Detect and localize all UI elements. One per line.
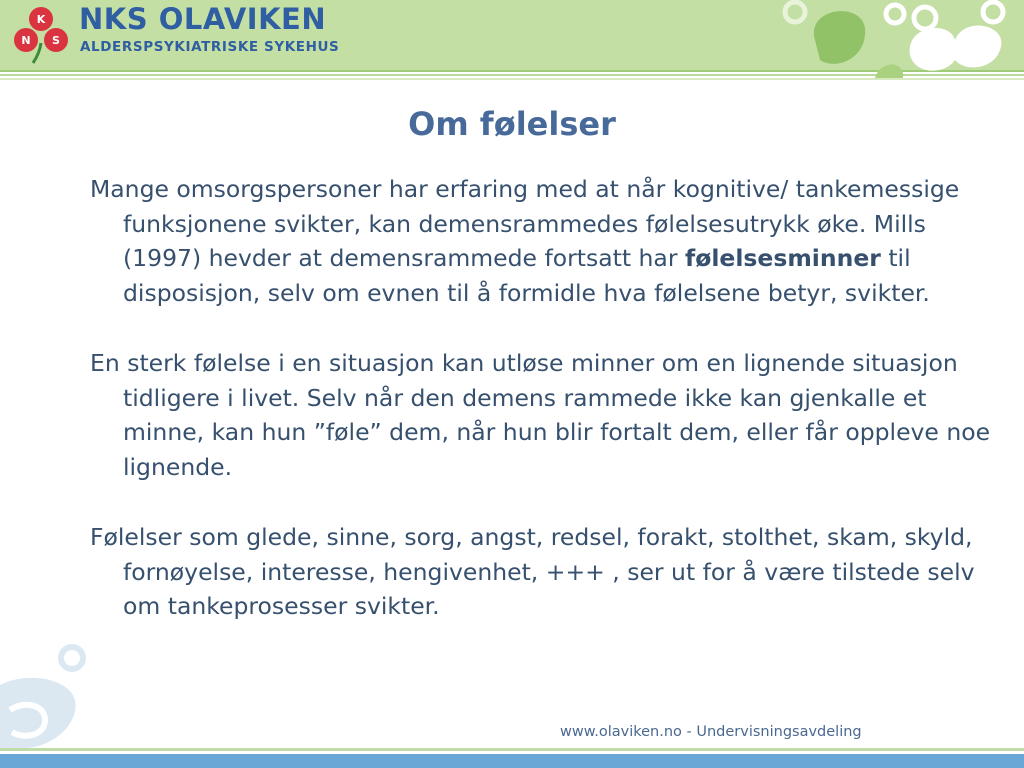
paragraph-3: Følelser som glede, sinne, sorg, angst, redsel, forakt, stolthet, skam, skyld, fornøyelse, interesse, hengivenhet, +++ , ser ut for å være tilstede selv om tankeprosesser svikter. bbox=[90, 523, 975, 620]
paragraph-2: En sterk følelse i en situasjon kan utløse minner om en lignende situasjon tidligere i livet. Selv når den demens rammede ikke kan gjenkalle et minne, kan hun ”føle” dem, når hun blir fortalt dem, eller får oppleve noe lignende. bbox=[90, 349, 991, 481]
footer-band bbox=[0, 754, 1024, 768]
logo-letter-n: N bbox=[21, 34, 31, 47]
decorative-figure-icon bbox=[0, 640, 110, 760]
slide-body bbox=[90, 172, 995, 660]
org-name: NKS OLAVIKEN bbox=[79, 2, 327, 36]
nks-logo bbox=[10, 3, 72, 65]
logo-letter-s: S bbox=[52, 34, 60, 47]
paragraph-1 bbox=[90, 172, 995, 310]
paragraph-1-before: Mange omsorgspersoner har erfaring med at når kognitive/ tankemessige funksjonene svikter, kan demensrammedes følelsesutrykk øke. Mills (1997) hevder at demensrammede fortsatt har bbox=[90, 175, 960, 272]
logo-letter-k: K bbox=[36, 13, 46, 26]
footer-line bbox=[0, 748, 1024, 751]
footer-text: www.olaviken.no - Undervisningsavdeling bbox=[560, 724, 862, 740]
org-subtitle: ALDERSPSYKIATRISKE SYKEHUS bbox=[80, 39, 340, 55]
paragraph-1-after: til disposisjon, selv om evnen til å formidle hva følelsene betyr, svikter. bbox=[123, 244, 930, 307]
slide-title: Om følelser bbox=[408, 105, 616, 143]
decorative-figures-icon bbox=[775, 0, 1024, 78]
paragraph-1-bold: følelsesminner bbox=[684, 244, 881, 272]
